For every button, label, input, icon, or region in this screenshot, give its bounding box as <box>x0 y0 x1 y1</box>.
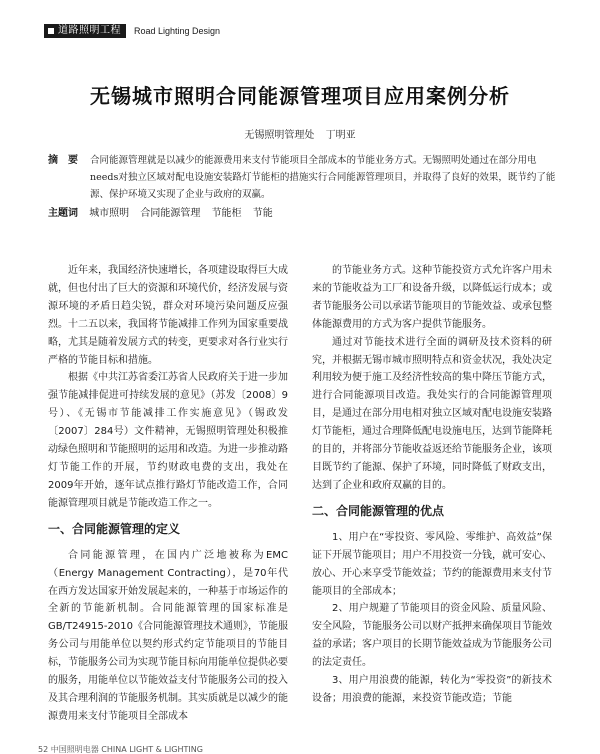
left-column <box>48 262 288 726</box>
right-column <box>312 262 552 708</box>
body-paragraph: 1、用户在“零投资、零风险、零维护、高效益”保证下开展节能项目；用户不用投资一分钱，就可安心、放心、开心来享受节能效益；节约的能源费用来支付节能项目的全部成本； <box>312 531 552 597</box>
abstract-text: 合同能源管理就是以减少的能源费用来支付节能项目全部成本的节能业务方式。无锡照明处通过在部分用电needs对独立区域对配电设施安装路灯节能柜的措施实行合同能源管理项目，并取得了良好的效果，既节约了能源、保护环境又实现了企业与政府的双赢。 <box>90 155 556 200</box>
body-paragraph: 合同能源管理，在国内广泛地被称为EMC（Energy Management Contracting），是70年代在西方发达国家开始发展起来的，一种基于市场运作的全新的节能新机制。合同能源管理的国家标准是GB/T24915-2010《合同能源管理技术通则》，节能服务公司与用能单位以契约形式约定节能项目的节能目标，节能服务公司为实现节能目标向用能单位提供必要的服务，用能单位以节能效益支付节能服务公司的投入及其合理利润的节能服务机制。其实质就是以减少的能源费用来支付节能项目全部成本 <box>48 549 288 722</box>
keywords-label: 主题词 <box>48 208 78 219</box>
affiliation: 无锡照明管理处 <box>244 130 315 141</box>
keyword: 节能 <box>252 208 273 219</box>
section-label: 道路照明工程 <box>44 24 126 38</box>
body-paragraph: 的节能业务方式。这种节能投资方式允许客户用未来的节能收益为工厂和设备升级，以降低运行成本；或者节能服务公司以承诺节能项目的节能效益、或承包整体能源费用的方式为客户提供节能服务。 <box>312 265 552 330</box>
body-paragraph: 通过对节能技术进行全面的调研及技术资料的研究，并根据无锡市城市照明特点和资金状况，我处决定利用较为便于施工及经济性较高的集中降压节能方式，进行合同能源项目改造。我处实行的合同能源管理项目，是通过在部分用电相对独立区域对配电设施安装路灯节能柜，通过合理降低配电设施电压，达到节能降耗的目的，并将部分节能收益返还给节能服务企业，该项目既节约了能源、保护了环境，同时降低了财政支出，达到了企业和政府双赢的目的。 <box>312 336 552 491</box>
page-footer: 52 中国照明电器 CHINA LIGHT & LIGHTING <box>38 745 203 754</box>
body-paragraph: 3、用户用浪费的能源，转化为“零投资”的新技术设备；用浪费的能源，来投资节能改造；节能 <box>312 675 552 704</box>
keywords <box>48 207 556 221</box>
keyword: 节能柜 <box>211 208 242 219</box>
article-title: 无锡城市照明合同能源管理项目应用案例分析 <box>90 84 510 108</box>
abstract-label: 摘 要 <box>48 155 78 166</box>
byline <box>0 126 600 141</box>
author: 丁明亚 <box>325 130 356 141</box>
body-paragraph: 近年来，我国经济快速增长，各项建设取得巨大成就，但也付出了巨大的资源和环境代价，经济发展与资源环境的矛盾日趋尖锐，群众对环境污染问题反应强烈。十二五以来，我国将节能减排工作列为国家重要战略，尤其是随着发展方式的转变，更要求对各行业实行严格的节能目标和措施。 <box>48 265 288 366</box>
section-heading: 一、合同能源管理的定义 <box>48 521 181 536</box>
keyword: 城市照明 <box>89 208 130 219</box>
body-paragraph: 根据《中共江苏省委江苏省人民政府关于进一步加强节能减排促进可持续发展的意见》（苏发〔2008〕9号）、《无锡市节能减排工作实施意见》（锡政发〔2007〕284号）文件精神，无锡照明管理处积极推动绿色照明和节能照明的运用和改造。为进一步推动路灯节能工作的开展，节约财政电费的支出，我处在2009年开始，逐年试点推行路灯节能改造工作，合同能源管理项目就是节能改造工作之一。 <box>48 372 288 509</box>
abstract <box>48 152 556 203</box>
section-label-english: Road Lighting Design <box>134 26 221 36</box>
running-header <box>0 24 600 40</box>
section-heading: 二、合同能源管理的优点 <box>312 503 445 518</box>
keyword: 合同能源管理 <box>140 208 201 219</box>
body-paragraph: 2、用户规避了节能项目的资金风险、质量风险、安全风险，节能服务公司以财产抵押来确保项目节能效益的承诺；客户项目的长期节能效益成为节能服务公司的法定责任。 <box>312 603 552 669</box>
